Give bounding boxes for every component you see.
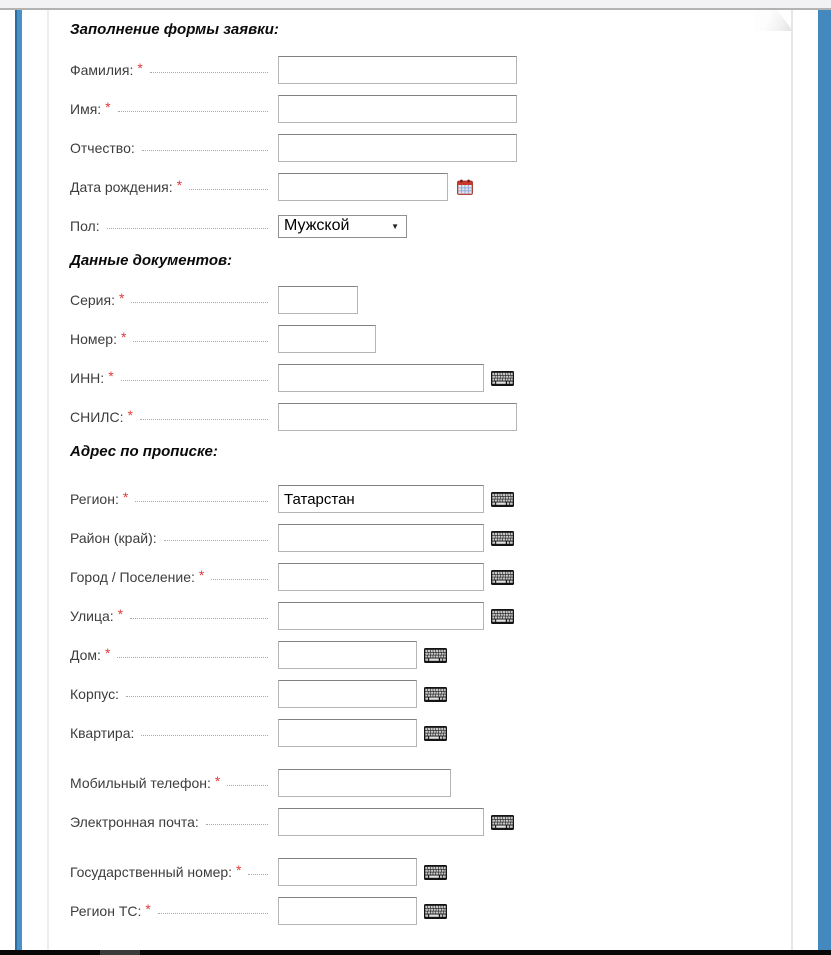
section-header: Заполнение формы заявки: [70, 21, 279, 38]
keyboard-icon[interactable] [424, 904, 447, 919]
keyboard-icon[interactable] [491, 371, 514, 386]
label-zone [70, 331, 278, 347]
dotted-leader [107, 227, 268, 229]
icon-wrap [417, 648, 447, 663]
state-number-input[interactable] [278, 858, 417, 886]
keyboard-icon[interactable] [424, 865, 447, 880]
label-zone [70, 569, 278, 585]
keyboard-icon[interactable] [491, 531, 514, 546]
field-label: Государственный номер: [70, 864, 233, 880]
required-asterisk: * [122, 489, 129, 505]
dotted-leader [121, 379, 268, 381]
dotted-leader [131, 301, 268, 303]
label-zone [70, 647, 278, 663]
field-label: СНИЛС: [70, 409, 124, 425]
district-row [70, 524, 791, 552]
keyboard-icon[interactable] [491, 815, 514, 830]
chevron-down-icon: ▼ [391, 221, 399, 231]
city-input[interactable] [278, 563, 484, 591]
building-input[interactable] [278, 680, 417, 708]
label-zone [70, 725, 278, 741]
keyboard-icon[interactable] [491, 492, 514, 507]
icon-wrap [484, 815, 514, 830]
label-zone [70, 491, 278, 507]
label-zone [70, 814, 278, 830]
dotted-leader [130, 617, 268, 619]
field-label: ИНН: [70, 370, 105, 386]
birthdate-input[interactable] [278, 173, 448, 201]
icon-wrap [448, 179, 473, 195]
street-input[interactable] [278, 602, 484, 630]
field-label: Район (край): [70, 530, 157, 546]
vehicle-region-row [70, 897, 791, 925]
street-row [70, 602, 791, 630]
vehicle-region-input[interactable] [278, 897, 417, 925]
snils-row [70, 403, 791, 431]
apartment-input[interactable] [278, 719, 417, 747]
mobile-phone-row [70, 769, 791, 797]
keyboard-icon[interactable] [424, 648, 447, 663]
dotted-leader [150, 71, 268, 73]
surname-row [70, 56, 791, 84]
bottom-black-bar [0, 950, 831, 955]
field-label: Квартира: [70, 725, 135, 741]
keyboard-icon[interactable] [424, 687, 447, 702]
region-row [70, 485, 791, 513]
required-asterisk: * [104, 645, 111, 661]
house-row [70, 641, 791, 669]
right-accent-stripe [818, 10, 831, 950]
field-label: Имя: [70, 101, 102, 117]
dotted-leader [189, 188, 268, 190]
section-header: Адрес по прописке: [70, 443, 218, 460]
email-input[interactable] [278, 808, 484, 836]
required-asterisk: * [127, 407, 133, 423]
label-zone [70, 140, 278, 156]
house-input[interactable] [278, 641, 417, 669]
city-row [70, 563, 791, 591]
surname-input[interactable] [278, 56, 517, 84]
patronymic-input[interactable] [278, 134, 517, 162]
left-accent-stripe [15, 10, 22, 950]
dotted-leader [117, 656, 268, 658]
dotted-leader [164, 539, 268, 541]
section-rows [70, 485, 791, 747]
top-bar [0, 0, 831, 10]
required-asterisk: * [120, 329, 127, 345]
icon-wrap [417, 904, 447, 919]
form-section [70, 442, 791, 747]
label-zone [70, 686, 278, 702]
inn-row [70, 364, 791, 392]
email-row [70, 808, 791, 836]
icon-wrap [417, 687, 447, 702]
label-zone [70, 292, 278, 308]
icon-wrap [417, 865, 447, 880]
field-label: Улица: [70, 608, 114, 624]
keyboard-icon[interactable] [491, 609, 514, 624]
region-input[interactable] [278, 485, 484, 513]
field-label: Дата рождения: [70, 179, 173, 195]
form-section [70, 20, 791, 240]
required-asterisk: * [118, 290, 125, 306]
dotted-leader [126, 695, 268, 697]
district-input[interactable] [278, 524, 484, 552]
label-zone [70, 62, 278, 78]
section-rows [70, 769, 791, 836]
dotted-leader [248, 873, 268, 875]
field-label: Пол: [70, 218, 100, 234]
required-asterisk: * [214, 773, 221, 789]
dotted-leader [211, 578, 268, 580]
field-label: Фамилия: [70, 62, 134, 78]
patronymic-row [70, 134, 791, 162]
field-label: Мобильный телефон: [70, 775, 211, 791]
required-asterisk: * [137, 60, 143, 76]
gender-row [70, 212, 791, 240]
field-label: Город / Поселение: [70, 569, 195, 585]
dotted-leader [227, 784, 268, 786]
field-label: Номер: [70, 331, 117, 347]
icon-wrap [484, 609, 514, 624]
field-label: Электронная почта: [70, 814, 199, 830]
label-zone [70, 409, 278, 425]
icon-wrap [484, 371, 514, 386]
firstname-input[interactable] [278, 95, 517, 123]
dotted-leader [140, 418, 268, 420]
form-section [70, 769, 791, 836]
label-zone [70, 608, 278, 624]
section-rows [70, 858, 791, 925]
section-header: Данные документов: [70, 252, 233, 269]
label-zone [70, 179, 278, 195]
label-zone [70, 101, 278, 117]
inn-input[interactable] [278, 364, 484, 392]
form-section [70, 251, 791, 431]
apartment-row [70, 719, 791, 747]
building-row [70, 680, 791, 708]
field-label: Отчество: [70, 140, 135, 156]
required-asterisk: * [145, 901, 151, 917]
section-rows [70, 286, 791, 431]
field-label: Регион ТС: [70, 903, 142, 919]
required-asterisk: * [105, 99, 111, 115]
dotted-leader [158, 912, 268, 914]
calendar-icon[interactable] [457, 179, 473, 195]
birthdate-row [70, 173, 791, 201]
application-form [70, 20, 791, 925]
icon-wrap [484, 570, 514, 585]
snils-input[interactable] [278, 403, 517, 431]
state-number-row [70, 858, 791, 886]
required-asterisk: * [198, 567, 205, 583]
required-asterisk: * [108, 368, 114, 384]
passport-number-input[interactable] [278, 325, 376, 353]
keyboard-icon[interactable] [491, 570, 514, 585]
dotted-leader [206, 823, 268, 825]
form-section [70, 858, 791, 925]
icon-wrap [484, 492, 514, 507]
field-label: Дом: [70, 647, 101, 663]
label-zone [70, 370, 278, 386]
field-label: Регион: [70, 491, 119, 507]
label-zone [70, 903, 278, 919]
dotted-leader [135, 500, 268, 502]
keyboard-icon[interactable] [424, 726, 447, 741]
field-label: Корпус: [70, 686, 120, 702]
dotted-leader [142, 149, 268, 151]
icon-wrap [484, 531, 514, 546]
content-page [47, 10, 793, 950]
section-rows [70, 56, 791, 240]
gender-select[interactable] [278, 215, 407, 238]
required-asterisk: * [117, 606, 124, 622]
icon-wrap [417, 726, 447, 741]
dotted-leader [141, 734, 268, 736]
dotted-leader [118, 110, 268, 112]
dotted-leader [133, 340, 268, 342]
label-zone [70, 530, 278, 546]
bottom-bar-segment [100, 950, 140, 955]
required-asterisk: * [236, 862, 242, 878]
label-zone [70, 864, 278, 880]
label-zone [70, 775, 278, 791]
passport-number-row [70, 325, 791, 353]
mobile-phone-input[interactable] [278, 769, 451, 797]
field-label: Серия: [70, 292, 115, 308]
firstname-row [70, 95, 791, 123]
select-value: Мужской [284, 217, 350, 234]
passport-series-row [70, 286, 791, 314]
required-asterisk: * [176, 177, 183, 193]
label-zone [70, 218, 278, 234]
passport-series-input[interactable] [278, 286, 358, 314]
